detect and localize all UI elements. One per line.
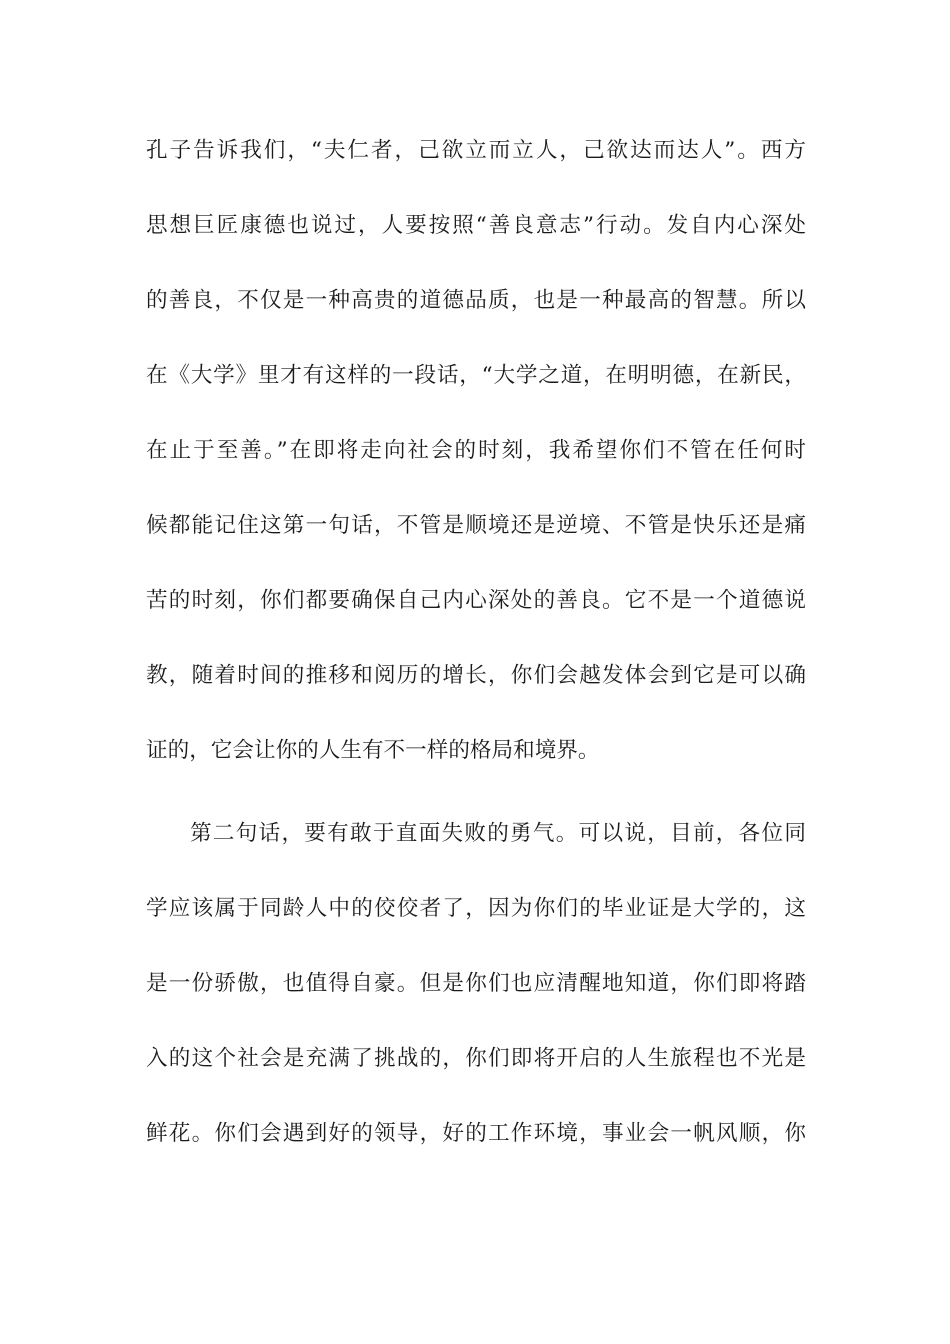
text-line: 苦的时刻，你们都要确保自己内心深处的善良。它不是一个道德说 xyxy=(146,588,806,613)
text-line: 孔子告诉我们，“夫仁者，己欲立而立人，己欲达而达人”。西方 xyxy=(146,138,806,163)
text-line: 是一份骄傲，也值得自豪。但是你们也应清醒地知道，你们即将踏 xyxy=(146,971,806,996)
text-line: 候都能记住这第一句话，不管是顺境还是逆境、不管是快乐还是痛 xyxy=(146,513,806,538)
text-line: 思想巨匠康德也说过，人要按照“善良意志”行动。发自内心深处 xyxy=(146,213,806,238)
text-line: 在《大学》里才有这样的一段话，“大学之道，在明明德，在新民， xyxy=(146,363,806,388)
paragraph-first-line: 第二句话，要有敢于直面失败的勇气。可以说，目前，各位同 xyxy=(190,821,806,846)
text-line: 鲜花。你们会遇到好的领导，好的工作环境，事业会一帆风顺，你 xyxy=(146,1121,806,1146)
text-line: 教，随着时间的推移和阅历的增长，你们会越发体会到它是可以确 xyxy=(146,663,806,688)
text-line: 的善良，不仅是一种高贵的道德品质，也是一种最高的智慧。所以 xyxy=(146,288,806,313)
text-line: 入的这个社会是充满了挑战的，你们即将开启的人生旅程也不光是 xyxy=(146,1046,806,1071)
text-line: 在止于至善。”在即将走向社会的时刻，我希望你们不管在任何时 xyxy=(146,438,806,463)
text-line: 学应该属于同龄人中的佼佼者了，因为你们的毕业证是大学的，这 xyxy=(146,896,806,921)
paragraph-last-line: 证的，它会让你的人生有不一样的格局和境界。 xyxy=(146,738,600,763)
